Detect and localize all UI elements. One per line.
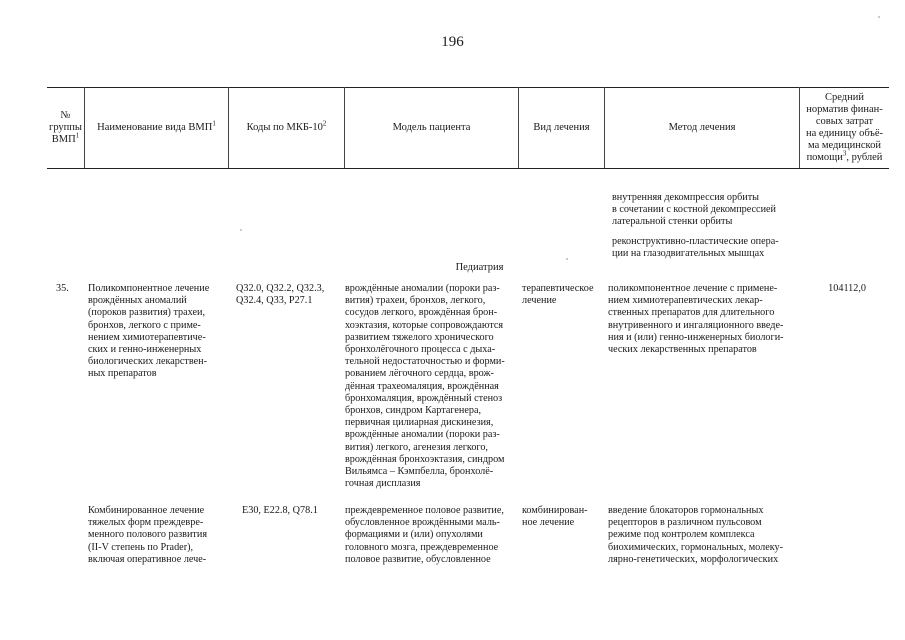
page-number: 196 [441,34,464,50]
header-text: на единицу объё- [805,127,884,139]
header-text: ма медицинской [808,139,881,151]
row-vmp-name: Поликомпонентное лечение врождённых аномалий (пороков развития) трахеи, бронхов, легкого с приме- нением химиотерапевтиче- ских и генно-инженерных биологических лекарствен- ных препаратов [88,283,210,380]
row-number: 35. [56,283,69,294]
header-text: Средний [825,91,864,103]
footnote-ref: 2 [322,119,327,127]
header-patient-model [345,87,518,168]
header-bottom-border [47,168,889,169]
header-text: Модель пациента [392,121,471,133]
footnote-ref: 1 [212,119,216,127]
row-cost: 104112,0 [828,283,866,294]
scan-speck [240,229,242,231]
header-text: совых затрат [815,115,874,127]
header-text: Наименование вида ВМП [97,121,213,133]
header-text: ВМП [51,133,76,145]
row-vmp-name: Комбинированное лечение тяжелых форм преждевре- менного полового развития (II-V степень по Prader), включая оперативное лече- [88,505,208,565]
row-icd-codes: E30, E22.8, Q78.1 [242,505,318,516]
continuation-method-reconstructive: реконструктивно-пластические опера- ции на глазодвигательных мышцах [612,236,779,260]
footnote-ref: 1 [75,131,80,139]
header-text: норматив финан- [806,103,883,115]
section-title: Педиатрия [455,262,504,273]
header-treatment-method [605,87,799,168]
header-text: , рублей [846,151,883,163]
header-text: помощи [806,151,843,163]
row-treatment-type: комбинирован- ное лечение [522,505,588,529]
header-group-number [47,87,84,168]
header-cost [800,87,889,168]
header-text: № [60,109,71,121]
row-patient-model: врождённые аномалии (пороки раз- вития) трахеи, бронхов, легкого, сосудов легкого, врождённая брон- хоэктазия, которые сопровождаются развитием тяжелого хронического бронхолёгочного процесса с дыха- тельной недостаточностью и форми- рованием лёгочного сердца, врож- дённая трахеомаляция, врождённая бронхомаляция, врождённый стеноз бронхов, синдром Картагенера, первичная цилиарная дискинезия, врождённые аномалии (пороки раз- вития) легкого, агенезия легкого, врождённая бронхоэктазия, синдром Вильямса – Кэмпбелла, бронхолё- гочная дисплазия [345,283,505,490]
row-treatment-type: терапевтическое лечение [522,283,594,307]
footnote-ref: 3 [842,149,847,157]
row-treatment-method: поликомпонентное лечение с примене- нием химиотерапевтических лекар- ственных препаратов для длительного внутривенного и ингаляционного введе- ния и (или) генно-инженерных биологи- ческих лекарственных препаратов [608,283,784,356]
row-patient-model: преждевременное половое развитие, обусловленное врождёнными маль- формациями и (или) опухолями головного мозга, преждевременное половое развитие, обусловленное [345,505,504,565]
row-icd-codes: Q32.0, Q32.2, Q32.3, Q32.4, Q33, P27.1 [236,283,325,307]
row-treatment-method: введение блокаторов гормональных рецепторов в различном пульсовом режиме под контролем комплекса биохимических, гормональных, молеку- лярно-генетических, морфологических [608,505,784,565]
header-icd-codes [229,87,344,168]
scan-speck [878,16,880,18]
header-text: группы [49,121,82,133]
continuation-method-decompression: внутренняя декомпрессия орбиты в сочетании с костной декомпрессией латеральной стенки орбиты [612,192,776,228]
scan-speck [566,258,568,260]
header-treatment-type [519,87,604,168]
header-text: Вид лечения [533,121,590,133]
header-text: Коды по МКБ-10 [246,121,323,133]
header-vmp-name [85,87,228,168]
header-text: Метод лечения [668,121,736,133]
